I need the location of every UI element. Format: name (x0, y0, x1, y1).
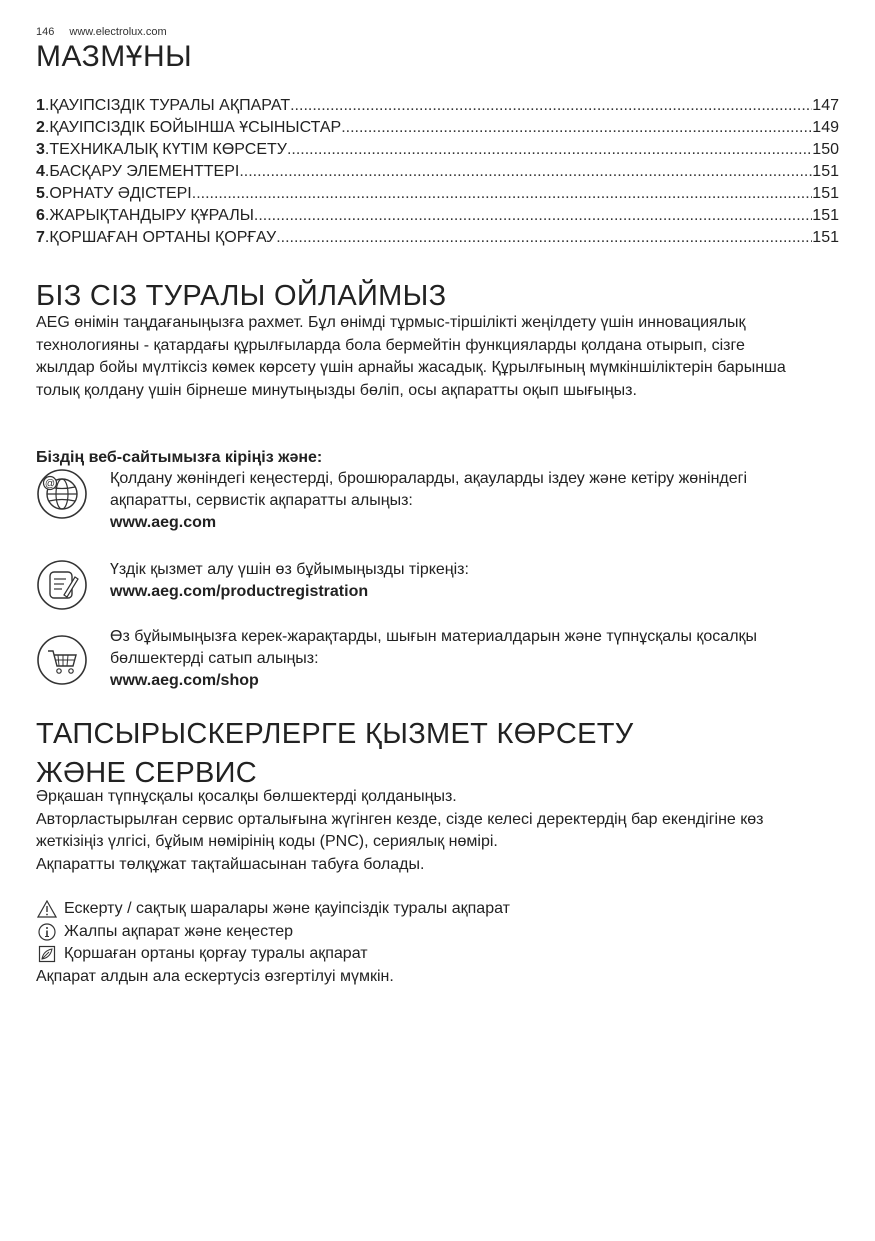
toc-dot-leader (341, 118, 812, 138)
info-icon (36, 923, 58, 941)
toc-item-title: ҚАУІПСІЗДІК БОЙЫНША ҰСЫНЫСТАР (49, 119, 342, 136)
toc-item-page: 149 (812, 119, 839, 136)
toc-item-7[interactable] (36, 228, 839, 250)
environment-icon (36, 945, 58, 963)
service-link[interactable]: www.aeg.com (110, 514, 217, 531)
legend-text: Қоршаған ортаны қорғау туралы ақпарат (64, 945, 368, 962)
toc-item-title: ТЕХНИКАЛЫҚ КҮТІМ КӨРСЕТУ (49, 141, 287, 158)
legend-item-environment (36, 943, 510, 966)
service-text-block (110, 626, 830, 692)
site-url[interactable]: www.electrolux.com (69, 26, 167, 38)
toc-item-separator: . (44, 97, 50, 114)
page-number: 146 (36, 26, 55, 38)
service-link[interactable]: www.aeg.com/shop (110, 672, 259, 689)
customer-title-line2: ЖӘНЕ СЕРВИС (36, 757, 257, 789)
page-header (36, 26, 167, 38)
toc-dot-leader (290, 96, 812, 116)
contents-title: МАЗМҰНЫ (36, 40, 193, 73)
table-of-contents (36, 96, 839, 250)
toc-item-page: 147 (812, 97, 839, 114)
service-description: Өз бұйымыңызға керек-жарақтарды, шығын материалдарын және түпнұсқалы қосалқы бөлшектерді сатып алыңыз: (110, 628, 758, 667)
toc-item-4[interactable] (36, 162, 839, 184)
legend-text: Жалпы ақпарат және кеңестер (64, 922, 294, 940)
toc-item-separator: . (44, 141, 50, 158)
toc-item-page: 151 (812, 229, 839, 246)
about-text: AEG өнімін таңдағаныңызға рахмет. Бұл өнімді тұрмыс-тіршілікті жеңілдету үшін инновациялық технологияны - қатардағы құрылғыларда бола бермейтін функцияларды қолдана отырып, сізге жылдар бойы мүлтіксіз көмек көрсету үшін арнайы жасадық. Құрылғының мүмкіншіліктерін барынша толық қолдану үшін бірнеше минутыңызды бөліп, осы ақпаратты оқып шығыңыз. (36, 314, 786, 399)
customer-line: Әрқашан түпнұсқалы қосалқы бөлшектерді қолданыңыз. (36, 788, 457, 805)
toc-item-title: БАСҚАРУ ЭЛЕМЕНТТЕРІ (49, 163, 240, 180)
about-title: БІЗ СІЗ ТУРАЛЫ ОЙЛАЙМЫЗ (36, 280, 447, 312)
toc-item-page: 151 (812, 185, 839, 202)
toc-item-separator: . (44, 229, 50, 246)
service-text-block (110, 468, 830, 534)
toc-item-number: 3 (36, 141, 45, 158)
toc-item-number: 6 (36, 207, 45, 224)
toc-item-title: ОРНАТУ ӘДІСТЕРІ (49, 185, 192, 202)
toc-item-page: 151 (812, 163, 839, 180)
service-description: Үздік қызмет алу үшін өз бұйымыңызды тіркеңіз: (110, 561, 469, 578)
toc-dot-leader (287, 140, 812, 160)
toc-dot-leader (254, 206, 812, 226)
legend-item-warning (36, 898, 510, 921)
toc-item-6[interactable] (36, 206, 839, 228)
toc-item-number: 7 (36, 229, 45, 246)
visit-heading: Біздің веб-сайтымызға кіріңіз және: (36, 449, 323, 466)
toc-item-separator: . (44, 185, 50, 202)
toc-dot-leader (192, 184, 813, 204)
warning-icon (36, 900, 58, 918)
toc-item-number: 5 (36, 185, 45, 202)
customer-service-title (36, 715, 634, 793)
toc-item-page: 151 (812, 207, 839, 224)
service-link[interactable]: www.aeg.com/productregistration (110, 583, 369, 600)
customer-line: Авторластырылған сервис орталығына жүгінген кезде, сізде келесі деректердің бар екендігіне көз жеткізіңіз үлгісі, бұйым нөмірінің коды (PNC), сериялық нөмірі. (36, 810, 764, 850)
toc-item-title: ЖАРЫҚТАНДЫРУ ҚҰРАЛЫ (49, 207, 254, 224)
toc-item-2[interactable] (36, 118, 839, 140)
toc-item-page: 150 (812, 141, 839, 158)
toc-item-separator: . (44, 207, 50, 224)
toc-dot-leader (276, 228, 812, 248)
toc-item-number: 4 (36, 163, 45, 180)
symbol-legend (36, 898, 510, 988)
customer-title-line1: ТАПСЫРЫСКЕРЛЕРГЕ ҚЫЗМЕТ КӨРСЕТУ (36, 718, 634, 750)
toc-item-5[interactable] (36, 184, 839, 206)
customer-service-text (36, 786, 816, 876)
toc-item-title: ҚОРШАҒАН ОРТАНЫ ҚОРҒАУ (49, 229, 277, 246)
toc-dot-leader (239, 162, 812, 182)
globe-icon (36, 468, 88, 520)
legend-note: Ақпарат алдын ала ескертусіз өзгертілуі мүмкін. (36, 967, 394, 985)
toc-item-1[interactable] (36, 96, 839, 118)
toc-item-number: 1 (36, 97, 45, 114)
toc-item-number: 2 (36, 119, 45, 136)
customer-line: Ақпаратты төлқұжат тақтайшасынан табуға болады. (36, 855, 425, 873)
service-description: Қолдану жөніндегі кеңестерді, брошюраларды, ақауларды іздеу және кетіру жөніндегі ақпаратты, сервистік ақпаратты алыңыз: (110, 470, 748, 509)
service-text-block (110, 559, 830, 603)
shopping-cart-icon (36, 634, 88, 686)
toc-item-separator: . (44, 163, 50, 180)
legend-item-info (36, 921, 510, 944)
legend-text: Ескерту / сақтық шаралары және қауіпсіздік туралы ақпарат (64, 900, 510, 917)
svg-text:@: @ (44, 478, 56, 490)
toc-item-separator: . (44, 119, 50, 136)
toc-item-3[interactable] (36, 140, 839, 162)
registration-icon (36, 559, 88, 611)
toc-item-title: ҚАУІПСІЗДІК ТУРАЛЫ АҚПАРАТ (49, 97, 291, 114)
